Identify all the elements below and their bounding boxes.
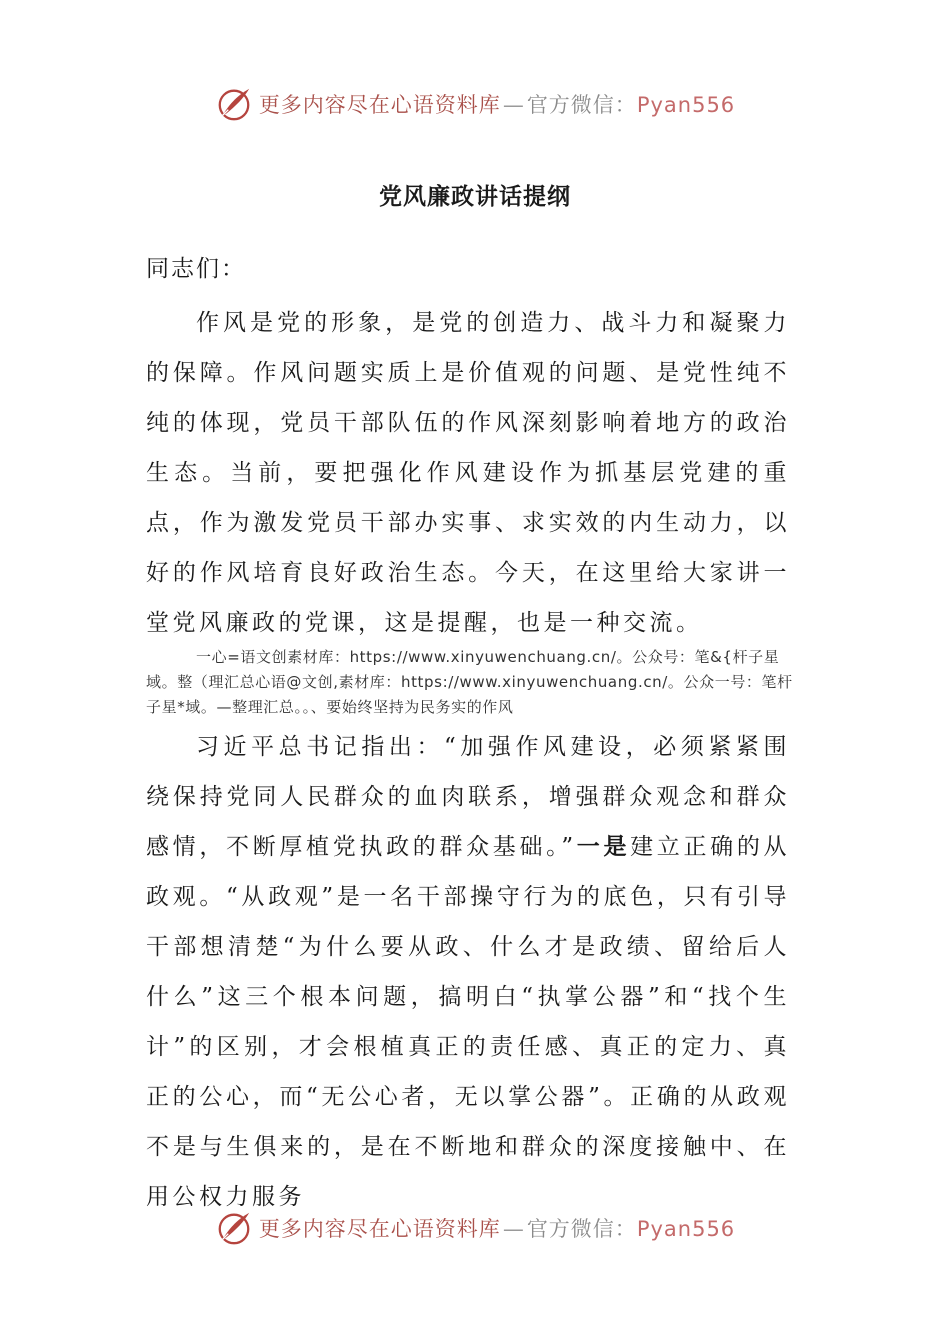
header-banner [0,82,950,126]
salutation: 同志们： [146,256,246,282]
quill-logo-icon [215,85,253,123]
banner-text: 更多内容尽在心语资料库—官方微信：Pyan556 [258,93,736,117]
paragraph-xi-quote: 习近平总书记指出：“加强作风建设，必须紧紧围绕保持党同人民群众的血肉联系，增强群众观念和群众感情，不断厚植党执政的群众基础。”一是建立正确的从政观。“从政观”是一名干部操守行为的底色，只有引导干部想清楚“为什么要从政、什么才是政绩、留给后人什么”这三个根本问题，搞明白“执掌公器”和“找个生计”的区别，才会根植真正的责任感、真正的定力、真正的公心，而“无公心者，无以掌公器”。正确的从政观不是与生俱来的，是在不断地和群众的深度接触中、在用公权力服务 [146,734,791,1210]
document-title: 党风廉政讲话提纲 [379,183,571,210]
banner-text: 更多内容尽在心语资料库—官方微信：Pyan556 [258,1217,736,1241]
footer-banner [0,1206,950,1250]
paragraph-intro: 作风是党的形象，是党的创造力、战斗力和凝聚力的保障。作风问题实质上是价值观的问题、是党性纯不纯的体现，党员干部队伍的作风深刻影响着地方的政治生态。当前，要把强化作风建设作为抓基层党建的重点，作为激发党员干部办实事、求实效的内生动力，以好的作风培育良好政治生态。今天，在这里给大家讲一堂党风廉政的党课，这是提醒，也是一种交流。 [146,310,790,636]
bold-point-marker: 一是 [576,833,631,860]
watermark-text: 一心=语文创素材库：https://www.xinyuwenchuang.cn/。公众号：笔&{杆子星域。整（理汇总心语@文创,素材库：https://www.xinyuwenchuang.cn/。公众一号：笔杆子星*域。—整理汇总。。、要始终坚持为民务实的作风 [146,648,793,716]
quill-logo-icon [215,1209,253,1247]
